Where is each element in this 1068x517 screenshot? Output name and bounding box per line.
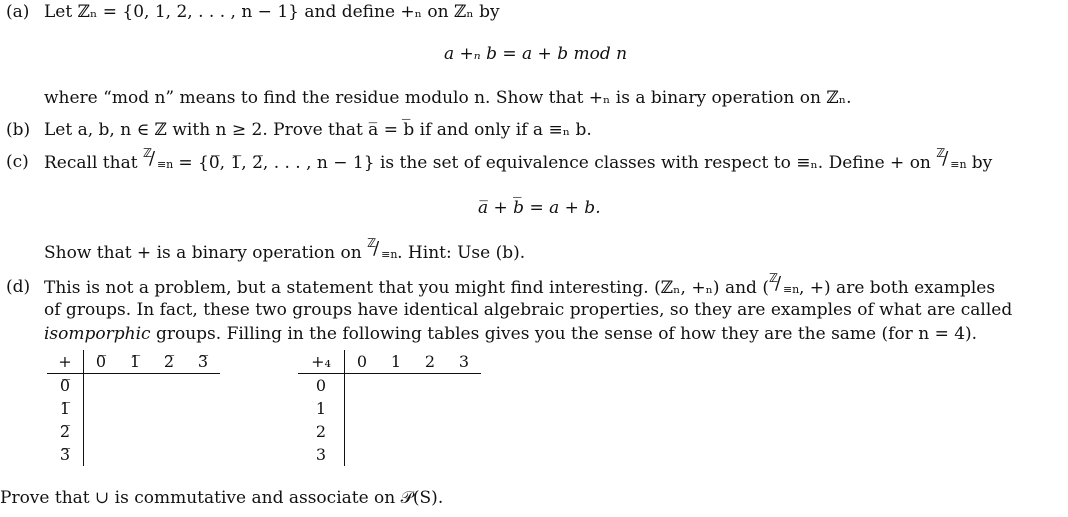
item-c-line1-mid: = {0̅, 1̅, 2̅, . . . , n − 1} is the set of equivalence classes with respect to ≡ₙ. Define + on	[178, 153, 931, 173]
table-row-header: 3̅	[47, 443, 84, 466]
table-operator: +₄	[298, 350, 345, 374]
item-b-label: (b)	[6, 120, 31, 140]
table-row-header: 2̅	[47, 420, 84, 443]
item-d-line1	[44, 271, 996, 298]
table-cell[interactable]	[413, 374, 447, 398]
item-c-display-equation: a̅ + b̅ = a + b.	[478, 198, 601, 218]
quotient-z-symbol: ℤ / ≡n	[768, 271, 800, 296]
table-cell[interactable]	[118, 443, 152, 466]
item-c-line2-post: . Hint: Use (b).	[397, 243, 526, 263]
table-row-header: 1̅	[47, 397, 84, 420]
item-d-label: (d)	[6, 277, 31, 297]
item-c-line1-post: by	[971, 153, 993, 173]
table-row-header: 1	[298, 397, 345, 420]
item-a-line1: Let ℤₙ = {0, 1, 2, . . . , n − 1} and define +ₙ on ℤₙ by	[44, 2, 500, 22]
table-header-row	[47, 350, 220, 374]
item-c-line1-pre: Recall that	[44, 153, 138, 173]
table-cell[interactable]	[186, 374, 220, 398]
table-col-header: 3	[447, 350, 481, 374]
table-cell[interactable]	[152, 374, 186, 398]
item-c-label: (c)	[6, 152, 29, 172]
table-cell[interactable]	[186, 443, 220, 466]
table-row-header: 0	[298, 374, 345, 398]
table-cell[interactable]	[84, 374, 119, 398]
table-col-header: 2	[413, 350, 447, 374]
table-cell[interactable]	[447, 420, 481, 443]
table-cell[interactable]	[118, 420, 152, 443]
table-cell[interactable]	[447, 397, 481, 420]
item-d-line1-post: , +) are both examples	[798, 278, 996, 298]
table-cell[interactable]	[84, 420, 119, 443]
quotient-z-symbol: ℤ / ≡n	[936, 146, 967, 171]
quotient-z-symbol: ℤ / ≡n	[367, 236, 398, 261]
table-col-header: 0̅	[84, 350, 119, 374]
item-c-line2-pre: Show that + is a binary operation on	[44, 243, 362, 263]
table-col-header: 2̅	[152, 350, 186, 374]
table-cell[interactable]	[379, 397, 413, 420]
addition-table-mod4	[298, 350, 481, 466]
item-d-line2: of groups. In fact, these two groups have identical algebraic properties, so they are examples of what are called	[44, 300, 1013, 320]
table-cell[interactable]	[84, 397, 119, 420]
table-row	[298, 443, 481, 466]
table-cell[interactable]	[152, 397, 186, 420]
table-cell[interactable]	[447, 374, 481, 398]
quotient-z-symbol: ℤ / ≡n	[142, 146, 174, 171]
table-col-header: 1	[379, 350, 413, 374]
table-row	[47, 420, 220, 443]
item-d-line3	[44, 324, 977, 344]
table-row-header: 2	[298, 420, 345, 443]
table-cell[interactable]	[379, 374, 413, 398]
table-cell[interactable]	[413, 397, 447, 420]
table-cell[interactable]	[152, 443, 186, 466]
table-cell[interactable]	[345, 443, 380, 466]
table-cell[interactable]	[152, 420, 186, 443]
item-d-line3-rest: groups. Filling in the following tables gives you the sense of how they are the same (for n = 4).	[150, 324, 978, 344]
item-d-line3-italic: isomporphic	[44, 324, 151, 344]
table-cell[interactable]	[379, 420, 413, 443]
table-cell[interactable]	[379, 443, 413, 466]
item-c-line1	[44, 146, 993, 173]
table-row	[298, 374, 481, 398]
table-cell[interactable]	[84, 443, 119, 466]
table-cell[interactable]	[345, 397, 380, 420]
table-cell[interactable]	[345, 420, 380, 443]
table-cell[interactable]	[186, 397, 220, 420]
table-row	[298, 397, 481, 420]
table-row	[47, 443, 220, 466]
footer-problem: Prove that ∪ is commutative and associate on 𝒫(S).	[0, 488, 444, 508]
item-c-line2	[44, 236, 526, 263]
table-cell[interactable]	[345, 374, 380, 398]
table-col-header: 0	[345, 350, 380, 374]
table-row-header: 3	[298, 443, 345, 466]
item-a-line2: where “mod n” means to find the residue modulo n. Show that +ₙ is a binary operation on ℤₙ.	[44, 88, 852, 108]
table-cell[interactable]	[413, 443, 447, 466]
table-header-row	[298, 350, 481, 374]
addition-table-classes	[47, 350, 220, 466]
table-row	[47, 374, 220, 398]
item-a-display-equation: a +ₙ b = a + b mod n	[444, 44, 628, 64]
table-cell[interactable]	[447, 443, 481, 466]
table-row	[298, 420, 481, 443]
table-cell[interactable]	[118, 374, 152, 398]
table-cell[interactable]	[186, 420, 220, 443]
table-col-header: 1̅	[118, 350, 152, 374]
table-operator: +	[47, 350, 84, 374]
table-cell[interactable]	[118, 397, 152, 420]
item-a-label: (a)	[6, 2, 30, 22]
table-row	[47, 397, 220, 420]
table-col-header: 3̅	[186, 350, 220, 374]
item-b-line1: Let a, b, n ∈ ℤ with n ≥ 2. Prove that a̅ = b̅ if and only if a ≡ₙ b.	[44, 120, 592, 140]
table-cell[interactable]	[413, 420, 447, 443]
item-d-line1-pre: This is not a problem, but a statement that you might find interesting. (ℤₙ, +ₙ) and (	[44, 278, 769, 298]
table-row-header: 0̅	[47, 374, 84, 398]
